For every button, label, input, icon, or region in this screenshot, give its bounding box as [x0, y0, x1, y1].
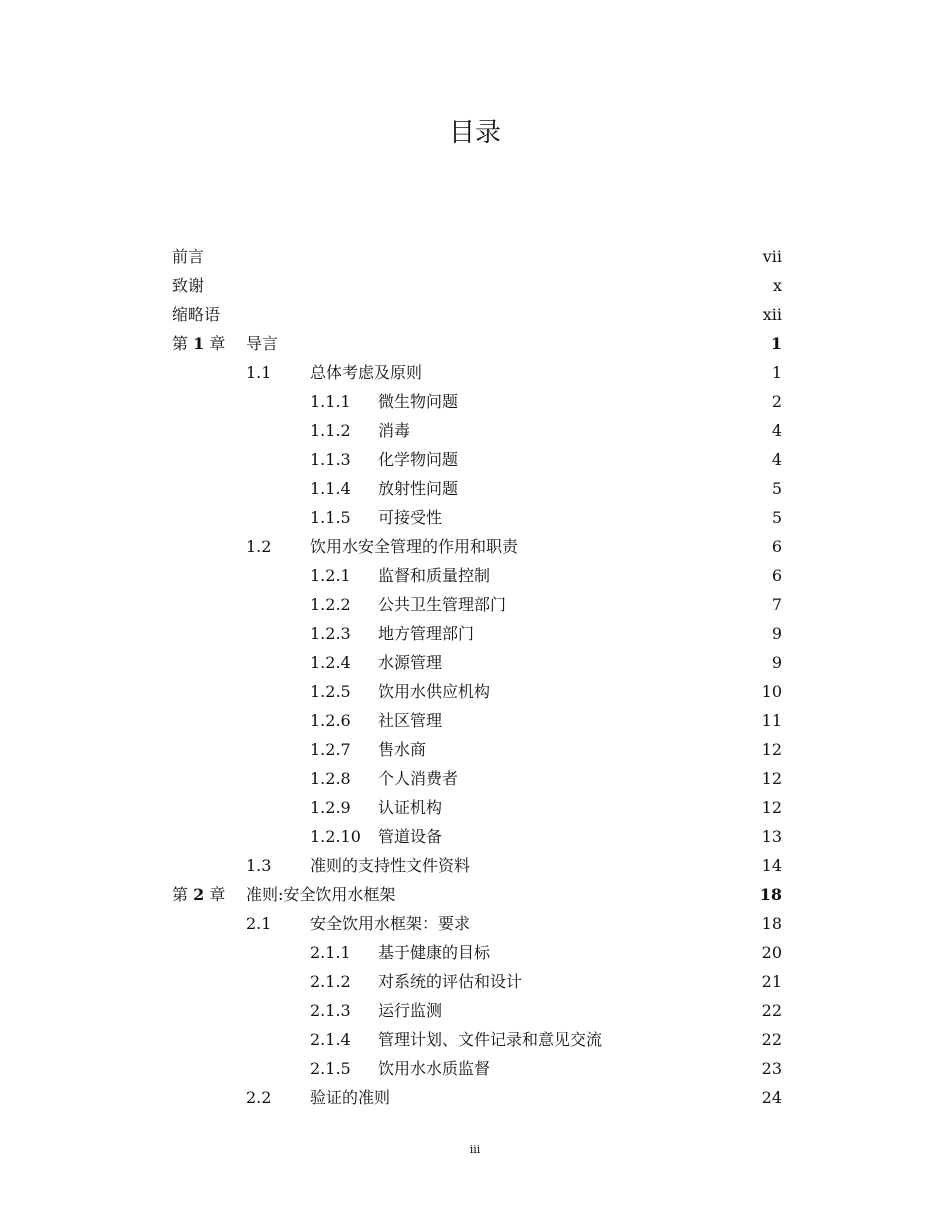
toc-entry-page: 9 [771, 624, 782, 643]
toc-entry-page: 18 [761, 914, 782, 933]
toc-entry[interactable] [172, 358, 782, 387]
toc-entry[interactable] [172, 851, 782, 880]
toc-entry[interactable] [172, 793, 782, 822]
toc-entry-title: 准则的支持性文件资料 [310, 856, 471, 875]
toc-entry-page: 21 [761, 972, 782, 991]
toc-entry-number: 第 1 章 [172, 334, 226, 353]
toc-entry-number: 1.2.4 [310, 653, 351, 672]
toc-entry-number: 1.2.8 [310, 769, 351, 788]
toc-entry[interactable] [172, 242, 782, 271]
toc-entry-page: 24 [761, 1088, 782, 1107]
toc-entry-number: 1.2.3 [310, 624, 351, 643]
toc-entry-number: 1.3 [246, 856, 272, 875]
toc-entry[interactable] [172, 822, 782, 851]
toc-entry[interactable] [172, 300, 782, 329]
toc-entry-number: 1.2.2 [310, 595, 351, 614]
toc-entry-page: 12 [761, 740, 782, 759]
toc-entry-number: 1.2.1 [310, 566, 351, 585]
toc-entry[interactable] [172, 1025, 782, 1054]
toc-entry-page: 20 [761, 943, 782, 962]
toc-entry-title: 地方管理部门 [378, 624, 475, 643]
toc-entry-page: 5 [771, 479, 782, 498]
toc-entry-number: 2.1.4 [310, 1030, 351, 1049]
toc-entry-page: 4 [771, 421, 782, 440]
toc-entry-page: vii [762, 247, 782, 266]
toc-entry-title: 准则:安全饮用水框架 [246, 885, 396, 904]
toc-entry-title: 消毒 [378, 421, 411, 440]
toc-entry-number: 2.1 [246, 914, 272, 933]
toc-entry-page: 10 [761, 682, 782, 701]
toc-entry-page: 22 [761, 1001, 782, 1020]
toc-entry-title: 放射性问题 [378, 479, 459, 498]
toc-entry-page: 9 [771, 653, 782, 672]
toc-entry-number: 1.1.4 [310, 479, 351, 498]
page-title: 目录 [448, 118, 501, 148]
toc-entry[interactable] [172, 706, 782, 735]
toc-entry-title: 可接受性 [378, 508, 443, 527]
toc-entry-title: 导言 [246, 334, 279, 353]
toc-entry-number: 第 2 章 [172, 885, 226, 904]
toc-entry-title: 监督和质量控制 [378, 566, 491, 585]
toc-entry-title: 前言 [172, 247, 205, 266]
toc-entry-number: 1.2.5 [310, 682, 351, 701]
toc-entry[interactable] [172, 619, 782, 648]
toc-entry-page: 23 [761, 1059, 782, 1078]
toc-entry-number: 1.2.7 [310, 740, 351, 759]
toc-entry-page: xii [762, 305, 782, 324]
toc-entry-title: 化学物问题 [378, 450, 459, 469]
toc-entry[interactable] [172, 1054, 782, 1083]
toc-entry-title: 总体考虑及原则 [310, 363, 423, 382]
toc-entry-title: 认证机构 [378, 798, 443, 817]
toc-entry-title: 对系统的评估和设计 [378, 972, 523, 991]
toc-entry-page: 1 [771, 363, 782, 382]
toc-entry-number: 1.2 [246, 537, 272, 556]
toc-entry-title: 管道设备 [378, 827, 443, 846]
toc-entry-number: 2.2 [246, 1088, 272, 1107]
toc-entry[interactable] [172, 387, 782, 416]
toc-entry-page: 2 [771, 392, 782, 411]
toc-entry[interactable] [172, 416, 782, 445]
toc-entry-title: 基于健康的目标 [378, 943, 491, 962]
toc-entry-title: 致谢 [172, 276, 205, 295]
toc-entry-title: 公共卫生管理部门 [378, 595, 507, 614]
toc-entry[interactable] [172, 938, 782, 967]
toc-entry[interactable] [172, 764, 782, 793]
toc-entry-title: 缩略语 [172, 305, 221, 324]
toc-entry-title: 管理计划、文件记录和意见交流 [378, 1030, 603, 1049]
toc-entry[interactable] [172, 329, 782, 358]
toc-entry-page: 6 [771, 537, 782, 556]
toc-entry-title: 饮用水供应机构 [378, 682, 491, 701]
toc-entry-title: 水源管理 [378, 653, 443, 672]
toc-entry-number: 1.2.9 [310, 798, 351, 817]
toc-entry[interactable] [172, 445, 782, 474]
toc-entry-number: 1.1.1 [310, 392, 351, 411]
toc-entry[interactable] [172, 648, 782, 677]
toc-entry-page: 13 [761, 827, 782, 846]
toc-entry[interactable] [172, 532, 782, 561]
toc-entry[interactable] [172, 503, 782, 532]
toc-entry-title: 饮用水水质监督 [378, 1059, 491, 1078]
table-of-contents [172, 242, 782, 1112]
toc-entry[interactable] [172, 677, 782, 706]
toc-entry[interactable] [172, 880, 782, 909]
toc-entry-page: 7 [771, 595, 782, 614]
toc-entry-page: 6 [771, 566, 782, 585]
toc-entry[interactable] [172, 474, 782, 503]
toc-entry-page: 18 [759, 885, 782, 904]
toc-entry-number: 1.2.6 [310, 711, 351, 730]
toc-entry-title: 运行监测 [378, 1001, 443, 1020]
toc-entry-title: 微生物问题 [378, 392, 459, 411]
toc-entry[interactable] [172, 735, 782, 764]
toc-entry-title: 社区管理 [378, 711, 443, 730]
toc-entry-page: 12 [761, 798, 782, 817]
toc-entry-title: 安全饮用水框架：要求 [310, 914, 471, 933]
toc-entry[interactable] [172, 561, 782, 590]
toc-entry-number: 2.1.1 [310, 943, 351, 962]
toc-entry[interactable] [172, 967, 782, 996]
toc-entry[interactable] [172, 590, 782, 619]
toc-entry[interactable] [172, 271, 782, 300]
toc-entry-number: 1.1.5 [310, 508, 351, 527]
toc-entry-number: 2.1.3 [310, 1001, 351, 1020]
toc-entry-page: 11 [761, 711, 782, 730]
toc-entry[interactable] [172, 996, 782, 1025]
toc-entry-page: 22 [761, 1030, 782, 1049]
toc-entry-page: 12 [761, 769, 782, 788]
toc-entry-title: 饮用水安全管理的作用和职责 [310, 537, 519, 556]
toc-entry-number: 2.1.5 [310, 1059, 351, 1078]
toc-entry-number: 1.1 [246, 363, 272, 382]
toc-entry-page: 4 [771, 450, 782, 469]
toc-entry-number: 1.2.10 [310, 827, 361, 846]
toc-entry-page: 1 [770, 334, 782, 353]
toc-entry[interactable] [172, 909, 782, 938]
toc-entry-number: 1.1.2 [310, 421, 351, 440]
toc-entry[interactable] [172, 1083, 782, 1112]
toc-entry-number: 1.1.3 [310, 450, 351, 469]
toc-entry-page: x [772, 276, 782, 295]
page-number: iii [469, 1143, 481, 1156]
toc-entry-title: 验证的准则 [310, 1088, 391, 1107]
toc-entry-page: 5 [771, 508, 782, 527]
toc-entry-title: 售水商 [378, 740, 427, 759]
toc-entry-title: 个人消费者 [378, 769, 459, 788]
toc-entry-page: 14 [761, 856, 782, 875]
toc-entry-number: 2.1.2 [310, 972, 351, 991]
